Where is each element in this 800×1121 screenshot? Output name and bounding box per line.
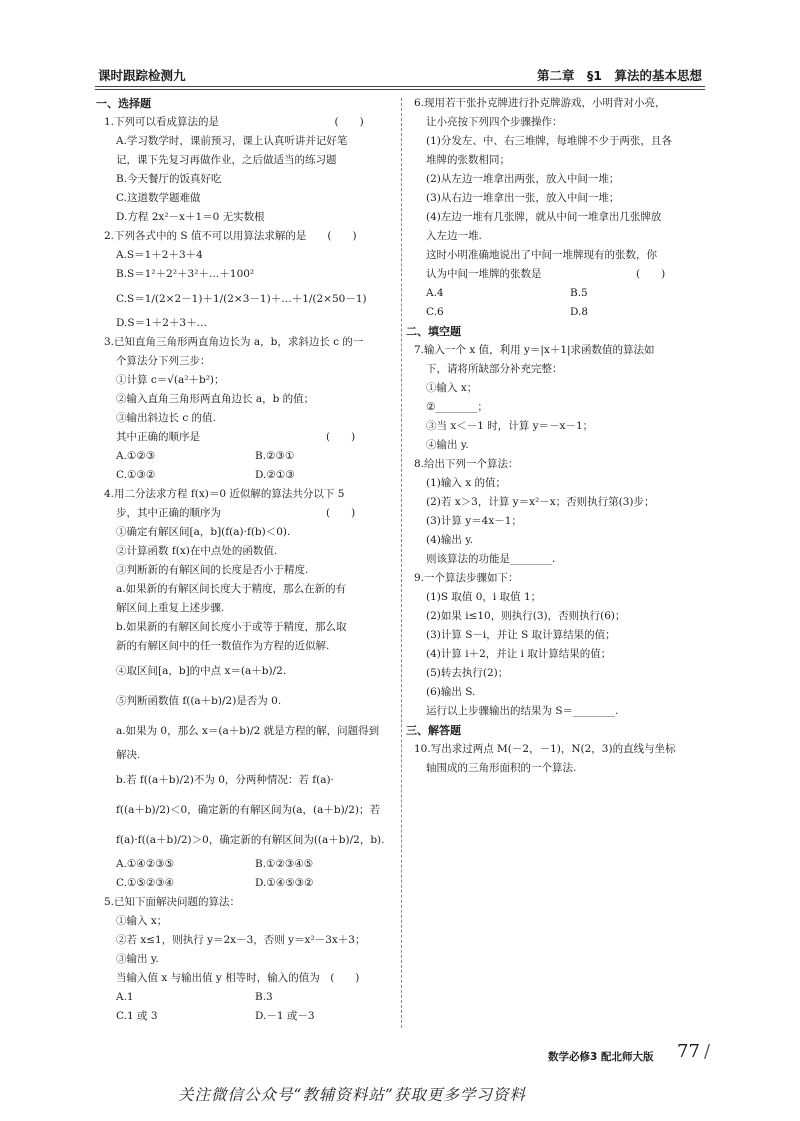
option-item: C.①⑤②③④ bbox=[116, 877, 175, 889]
page-number: 77 bbox=[677, 1041, 700, 1062]
column-divider bbox=[401, 98, 402, 1028]
option-row bbox=[104, 988, 394, 1007]
text-line: (2)从左边一堆拿出两张，放入中间一堆； bbox=[426, 173, 620, 185]
section-heading: 一、选择题 bbox=[96, 97, 151, 110]
text-line: B.S＝1²＋2²＋3²＋…＋100² bbox=[116, 268, 255, 280]
text-line: (1)分发左、中、右三堆牌，每堆牌不少于两张，且各 bbox=[426, 135, 672, 147]
left-column bbox=[96, 94, 394, 1026]
text-line: 解决. bbox=[116, 749, 141, 761]
footer-slash: / bbox=[704, 1041, 711, 1062]
option-item: C.6 bbox=[426, 306, 444, 318]
option-row bbox=[104, 1007, 394, 1026]
text-line: 4.用二分法求方程 f(x)＝0 近似解的算法共分以下 5 bbox=[104, 488, 345, 500]
header-rule-thin bbox=[95, 89, 705, 90]
header-rule bbox=[95, 86, 705, 87]
text-line: ②输入直角三角形两直角边长 a，b 的值； bbox=[116, 393, 315, 405]
option-item: A.①④②③⑤ bbox=[116, 858, 174, 870]
text-line: 新的有解区间中的任一数值作为方程的近似解. bbox=[116, 640, 330, 652]
text-line: 步，其中正确的顺序为 ( ) bbox=[116, 507, 356, 519]
text-line: (6)输出 S. bbox=[426, 686, 476, 698]
option-row bbox=[104, 447, 394, 466]
option-row bbox=[414, 284, 714, 303]
option-item: C.1 或 3 bbox=[116, 1010, 158, 1022]
text-line: 解区间上重复上述步骤. bbox=[116, 602, 225, 614]
header-left-title: 课时跟踪检测九 bbox=[98, 68, 186, 83]
text-line: ④输出 y. bbox=[426, 439, 469, 451]
option-row bbox=[104, 874, 394, 893]
text-line: 10.写出求过两点 M(－2，－1)，N(2，3)的直线与坐标 bbox=[414, 743, 676, 755]
text-line: b.若 f((a＋b)/2)不为 0，分两种情况：若 f(a)· bbox=[116, 774, 334, 786]
text-line: C.这道数学题难做 bbox=[116, 192, 201, 204]
handwritten-note: 关注微信公众号“教辅资料站”获取更多学习资料 bbox=[178, 1086, 526, 1104]
option-item: C.①③② bbox=[116, 469, 156, 481]
text-line: 让小亮按下列四个步骤操作： bbox=[426, 116, 563, 128]
text-line: ③输出 y. bbox=[116, 953, 159, 965]
text-line: 9.一个算法步骤如下： bbox=[414, 572, 519, 584]
option-item: B.①②③④⑤ bbox=[255, 858, 314, 870]
text-line: (4)输出 y. bbox=[426, 534, 474, 546]
text-line: (4)计算 i＋2，并让 i 取计算结果的值； bbox=[426, 648, 612, 660]
text-line: 3.已知直角三角形两直角边长为 a，b，求斜边长 c 的一 bbox=[104, 336, 364, 348]
option-item: A.①②③ bbox=[116, 450, 156, 462]
text-line: f(a)·f((a＋b)/2)＞0，确定新的有解区间为((a＋b)/2，b). bbox=[116, 834, 385, 846]
section-heading: 三、解答题 bbox=[406, 724, 461, 737]
option-item: B.5 bbox=[570, 287, 588, 299]
option-row bbox=[104, 855, 394, 874]
text-line: B.今天餐厅的饭真好吃 bbox=[116, 173, 222, 185]
text-line: 2.下列各式中的 S 值不可以用算法求解的是 ( ) bbox=[104, 230, 357, 242]
text-line: (2)若 x＞3，计算 y＝x²－x；否则执行第(3)步； bbox=[426, 496, 655, 508]
text-line: (1)输入 x 的值； bbox=[426, 477, 506, 489]
text-line: 7.输入一个 x 值，利用 y＝|x＋1|求函数值的算法如 bbox=[414, 344, 655, 356]
option-item: D.－1 或－3 bbox=[255, 1010, 315, 1022]
footer-book-label: 数学必修3 配北师大版 bbox=[548, 1051, 654, 1063]
text-line: D.S＝1＋2＋3＋… bbox=[116, 317, 208, 329]
text-line: 其中正确的顺序是 ( ) bbox=[116, 431, 356, 443]
text-line: 5.已知下面解决问题的算法： bbox=[104, 896, 241, 908]
text-line: 运行以上步骤输出的结果为 S＝________. bbox=[426, 705, 619, 717]
option-row bbox=[104, 466, 394, 485]
text-line: ①确定有解区间[a，b](f(a)·f(b)＜0). bbox=[116, 526, 291, 538]
text-line: a.如果新的有解区间长度大于精度，那么在新的有 bbox=[116, 583, 347, 595]
text-line: 则该算法的功能是________. bbox=[426, 553, 556, 565]
text-line: (3)计算 S－i，并让 S 取计算结果的值； bbox=[426, 629, 616, 641]
text-line: (5)转去执行(2)； bbox=[426, 667, 509, 679]
option-item: A.4 bbox=[426, 287, 444, 299]
text-line: 堆牌的张数相同； bbox=[426, 154, 510, 166]
text-line: D.方程 2x²－x＋1＝0 无实数根 bbox=[116, 211, 265, 223]
text-line: ⑤判断函数值 f((a＋b)/2)是否为 0. bbox=[116, 695, 282, 707]
text-line: 当输入值 x 与输出值 y 相等时，输入的值为 ( ) bbox=[116, 972, 360, 984]
text-line: ②________； bbox=[426, 401, 488, 413]
text-line: ②若 x≤1，则执行 y＝2x－3，否则 y＝x²－3x＋3； bbox=[116, 934, 366, 946]
text-line: (4)左边一堆有几张牌，就从中间一堆拿出几张牌放 bbox=[426, 211, 662, 223]
option-row bbox=[414, 303, 714, 322]
option-item: D.②①③ bbox=[255, 469, 295, 481]
text-line: ③当 x＜－1 时，计算 y＝－x－1； bbox=[426, 420, 594, 432]
text-line: 入左边一堆. bbox=[426, 230, 482, 242]
text-line: ②计算函数 f(x)在中点处的函数值. bbox=[116, 545, 278, 557]
option-item: D.①④⑤③② bbox=[255, 877, 314, 889]
text-line: 下，请将所缺部分补充完整： bbox=[426, 363, 563, 375]
text-line: 认为中间一堆牌的张数是 ( ) bbox=[426, 268, 666, 280]
text-line: ④取区间[a，b]的中点 x＝(a＋b)/2. bbox=[116, 665, 287, 677]
text-line: 6.现用若干张扑克牌进行扑克牌游戏，小明背对小亮， bbox=[414, 97, 666, 109]
text-line: f((a＋b)/2)＜0，确定新的有解区间为(a，(a＋b)/2)；若 bbox=[116, 804, 380, 816]
text-line: ③判断新的有解区间的长度是否小于精度. bbox=[116, 564, 309, 576]
text-line: (2)如果 i≤10，则执行(3)，否则执行(6)； bbox=[426, 610, 626, 622]
text-line: a.如果为 0，那么 x＝(a＋b)/2 就是方程的解，问题得到 bbox=[116, 725, 380, 737]
option-item: D.8 bbox=[570, 306, 589, 318]
option-item: A.1 bbox=[116, 991, 134, 1003]
text-line: A.S＝1＋2＋3＋4 bbox=[116, 249, 203, 261]
text-line: C.S＝1/(2×2－1)＋1/(2×3－1)＋…＋1/(2×50－1) bbox=[116, 293, 367, 305]
option-item: B.3 bbox=[255, 991, 273, 1003]
section-heading: 二、填空题 bbox=[406, 325, 461, 338]
text-line: (3)从右边一堆拿出一张，放入中间一堆； bbox=[426, 192, 620, 204]
text-line: 个算法分下列三步： bbox=[116, 355, 211, 367]
text-line: 轴围成的三角形面积的一个算法. bbox=[426, 762, 577, 774]
text-line: A.学习数学时，课前预习，课上认真听讲并记好笔 bbox=[116, 135, 348, 147]
right-column bbox=[406, 94, 714, 778]
text-line: b.如果新的有解区间长度小于或等于精度，那么取 bbox=[116, 621, 347, 633]
text-line: ①输入 x； bbox=[116, 915, 168, 927]
text-line: 1.下列可以看成算法的是 ( ) bbox=[104, 116, 364, 128]
text-line: 记，课下先复习再做作业，之后做适当的练习题 bbox=[116, 154, 337, 166]
text-line: ①输入 x； bbox=[426, 382, 478, 394]
text-line: ③输出斜边长 c 的值. bbox=[116, 412, 216, 424]
option-item: B.②③① bbox=[255, 450, 295, 462]
text-line: (3)计算 y＝4x－1； bbox=[426, 515, 522, 527]
text-line: (1)S 取值 0，i 取值 1； bbox=[426, 591, 542, 603]
text-line: 这时小明准确地说出了中间一堆牌现有的张数，你 bbox=[426, 249, 657, 261]
text-line: 8.给出下列一个算法： bbox=[414, 458, 519, 470]
text-line: ①计算 c＝√(a²＋b²)； bbox=[116, 374, 225, 386]
header-chapter-title: 第二章 §1 算法的基本思想 bbox=[537, 68, 702, 83]
